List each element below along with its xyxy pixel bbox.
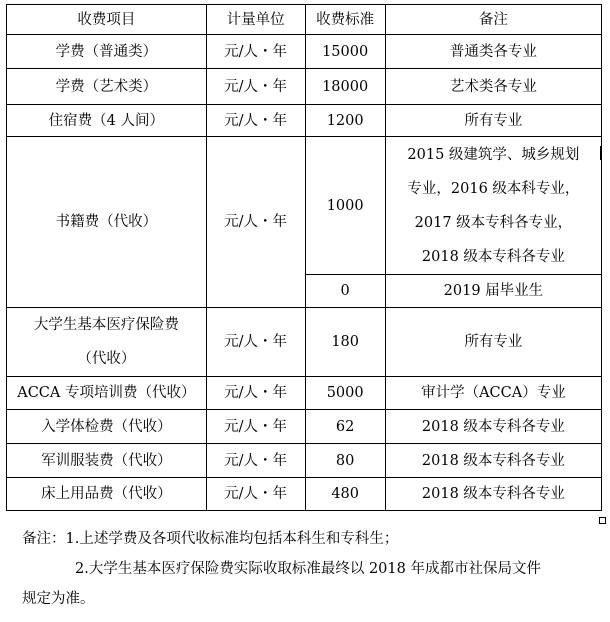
item-cell: 书籍费（代收） bbox=[7, 137, 207, 308]
unit-cell: 元/人・年 bbox=[206, 35, 305, 69]
item-line: （代收） bbox=[77, 351, 136, 367]
standard-cell: 480 bbox=[305, 478, 385, 511]
table-row bbox=[7, 105, 602, 137]
item-cell: 住宿费（4 人间） bbox=[7, 105, 207, 137]
unit-cell: 元/人・年 bbox=[206, 308, 305, 377]
standard-cell: 18000 bbox=[305, 69, 385, 105]
table-row bbox=[7, 137, 602, 275]
note-line: 专业，2016 级本科专业， bbox=[407, 180, 580, 197]
item-cell: 入学体检费（代收） bbox=[7, 410, 207, 444]
item-cell: 军训服装费（代收） bbox=[7, 444, 207, 478]
item-cell: 学费（普通类） bbox=[7, 35, 207, 69]
table-resize-handle[interactable] bbox=[599, 517, 606, 524]
unit-cell: 元/人・年 bbox=[206, 410, 305, 444]
header-unit: 计量单位 bbox=[206, 5, 305, 35]
table-row bbox=[7, 377, 602, 410]
header-standard: 收费标准 bbox=[305, 5, 385, 35]
table-row bbox=[7, 35, 602, 69]
header-item: 收费项目 bbox=[7, 5, 207, 35]
text-cursor bbox=[600, 146, 602, 160]
unit-cell: 元/人・年 bbox=[206, 478, 305, 511]
header-note: 备注 bbox=[385, 5, 601, 35]
table-row bbox=[7, 69, 602, 105]
standard-cell: 62 bbox=[305, 410, 385, 444]
note-cell: 2019 届毕业生 bbox=[385, 275, 601, 308]
note-line: 2017 级本专科各专业， bbox=[414, 214, 573, 231]
note-cell bbox=[385, 137, 601, 275]
unit-cell: 元/人・年 bbox=[206, 137, 305, 308]
unit-cell: 元/人・年 bbox=[206, 105, 305, 137]
note-cell: 艺术类各专业 bbox=[385, 69, 601, 105]
notes-section bbox=[22, 524, 592, 614]
header-row bbox=[7, 5, 602, 35]
standard-cell: 15000 bbox=[305, 35, 385, 69]
unit-cell: 元/人・年 bbox=[206, 69, 305, 105]
unit-cell: 元/人・年 bbox=[206, 444, 305, 478]
standard-cell: 180 bbox=[305, 308, 385, 377]
table-row bbox=[7, 410, 602, 444]
note-cell: 所有专业 bbox=[385, 308, 601, 377]
standard-cell: 1200 bbox=[305, 105, 385, 137]
standard-cell: 80 bbox=[305, 444, 385, 478]
note-line-3: 规定为准。 bbox=[22, 591, 95, 607]
item-cell: 床上用品费（代收） bbox=[7, 478, 207, 511]
table-row bbox=[7, 444, 602, 478]
table-row bbox=[7, 308, 602, 377]
note-cell: 所有专业 bbox=[385, 105, 601, 137]
standard-cell: 0 bbox=[305, 275, 385, 308]
item-line: 大学生基本医疗保险费 bbox=[33, 317, 179, 333]
note-cell: 2018 级本专科各专业 bbox=[385, 444, 601, 478]
note-line-1: 备注：1.上述学费及各项代收标准均包括本科生和专科生； bbox=[22, 531, 399, 547]
note-cell: 2018 级本专科各专业 bbox=[385, 478, 601, 511]
item-cell bbox=[7, 308, 207, 377]
fee-table bbox=[6, 4, 602, 511]
unit-cell: 元/人・年 bbox=[206, 377, 305, 410]
table-row bbox=[7, 478, 602, 511]
standard-cell: 5000 bbox=[305, 377, 385, 410]
standard-cell: 1000 bbox=[305, 137, 385, 275]
item-cell: 学费（艺术类） bbox=[7, 69, 207, 105]
note-line-2: 2.大学生基本医疗保险费实际收取标准最终以 2018 年成都市社保局文件 bbox=[75, 561, 541, 577]
note-cell: 2018 级本专科各专业 bbox=[385, 410, 601, 444]
item-cell: ACCA 专项培训费（代收） bbox=[7, 377, 207, 410]
note-cell: 普通类各专业 bbox=[385, 35, 601, 69]
note-line: 2015 级建筑学、城乡规划 bbox=[407, 146, 580, 163]
note-line: 2018 级本专科各专业 bbox=[421, 248, 565, 265]
note-cell: 审计学（ACCA）专业 bbox=[385, 377, 601, 410]
